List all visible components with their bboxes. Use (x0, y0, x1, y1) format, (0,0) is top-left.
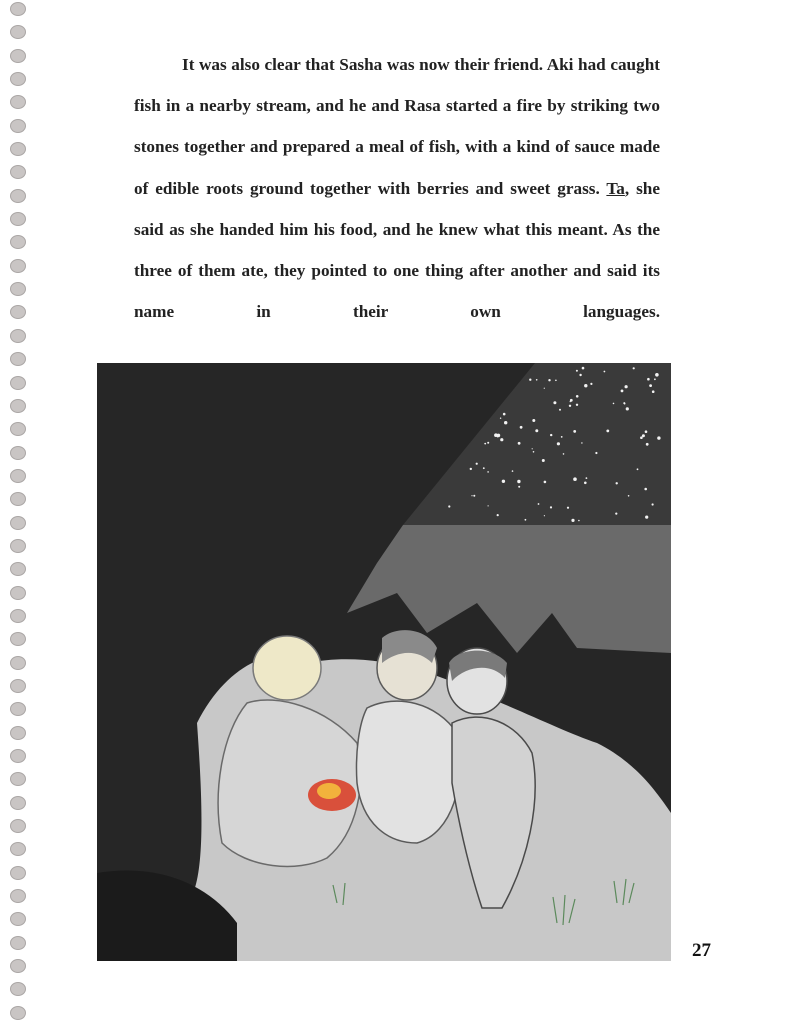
underlined-word: Ta (606, 178, 625, 198)
binding-hole (10, 212, 26, 226)
star (626, 407, 629, 410)
star (584, 384, 587, 387)
star (576, 404, 578, 406)
star (623, 402, 625, 404)
star (500, 438, 503, 441)
star (628, 495, 630, 497)
binding-hole (10, 1006, 26, 1020)
binding-hole (10, 469, 26, 483)
fire-glow (317, 783, 341, 799)
star (576, 370, 578, 372)
star (652, 503, 654, 505)
binding-hole (10, 656, 26, 670)
star (487, 442, 489, 444)
story-text (134, 44, 660, 332)
spiral-binding (4, 2, 34, 1020)
campfire-drawing (97, 363, 671, 961)
star (484, 443, 486, 445)
binding-hole (10, 912, 26, 926)
star (544, 515, 545, 516)
star (582, 367, 585, 370)
binding-hole (10, 796, 26, 810)
binding-hole (10, 446, 26, 460)
star (504, 421, 507, 424)
star (569, 405, 571, 407)
star (548, 379, 550, 381)
star (613, 403, 615, 405)
binding-hole (10, 189, 26, 203)
binding-hole (10, 679, 26, 693)
star (518, 442, 521, 445)
star (567, 507, 569, 509)
star (578, 520, 580, 522)
binding-hole (10, 842, 26, 856)
star (646, 443, 649, 446)
star (573, 477, 577, 481)
star (581, 442, 582, 443)
binding-hole (10, 352, 26, 366)
binding-hole (10, 399, 26, 413)
star (642, 434, 645, 437)
star (579, 374, 581, 376)
star (584, 482, 587, 485)
star (483, 467, 485, 469)
star (557, 442, 560, 445)
star (494, 433, 498, 437)
star (615, 513, 617, 515)
star (512, 470, 514, 472)
binding-hole (10, 329, 26, 343)
story-paragraph (134, 44, 660, 332)
star (645, 430, 648, 433)
star (517, 480, 520, 483)
star (645, 516, 648, 519)
star (561, 436, 563, 438)
binding-hole (10, 516, 26, 530)
star (532, 448, 533, 449)
story-text-end: , she said as she handed him his food, and he knew what this meant. As the three of them ate, they pointed to one thing after another and said its name in their own languages. (134, 178, 660, 322)
star (535, 429, 538, 432)
star (529, 379, 531, 381)
star (644, 488, 647, 491)
binding-hole (10, 492, 26, 506)
star (542, 459, 545, 462)
binding-hole (10, 305, 26, 319)
star (595, 452, 597, 454)
star (448, 505, 450, 507)
binding-hole (10, 772, 26, 786)
binding-hole (10, 702, 26, 716)
binding-hole (10, 936, 26, 950)
star (647, 378, 650, 381)
star (606, 430, 609, 433)
star (633, 367, 635, 369)
binding-hole (10, 235, 26, 249)
binding-hole (10, 562, 26, 576)
star (488, 505, 489, 506)
star (538, 503, 540, 505)
star (503, 413, 506, 416)
star (625, 385, 628, 388)
binding-hole (10, 25, 26, 39)
binding-hole (10, 539, 26, 553)
star (586, 477, 588, 479)
left-child-head (253, 636, 321, 700)
binding-hole (10, 376, 26, 390)
star (621, 390, 624, 393)
star (500, 418, 501, 419)
star (518, 486, 520, 488)
star (573, 430, 576, 433)
binding-hole (10, 866, 26, 880)
binding-hole (10, 142, 26, 156)
star (470, 468, 472, 470)
star (553, 401, 556, 404)
star (649, 384, 652, 387)
star (536, 379, 538, 381)
star (487, 471, 489, 473)
star (590, 383, 592, 385)
binding-hole (10, 119, 26, 133)
star (652, 390, 655, 393)
star (520, 426, 523, 429)
page-number: 27 (692, 940, 711, 961)
star (473, 495, 475, 497)
star (544, 481, 547, 484)
star (544, 388, 545, 389)
star (655, 373, 659, 377)
campfire-illustration (97, 363, 671, 961)
binding-hole (10, 259, 26, 273)
star (657, 436, 660, 439)
star (559, 409, 561, 411)
binding-hole (10, 889, 26, 903)
star (533, 451, 535, 453)
binding-hole (10, 959, 26, 973)
binding-hole (10, 422, 26, 436)
star (637, 468, 639, 470)
binding-hole (10, 982, 26, 996)
binding-hole (10, 749, 26, 763)
star (532, 419, 535, 422)
binding-hole (10, 95, 26, 109)
star (563, 453, 565, 455)
star (654, 378, 656, 380)
binding-hole (10, 726, 26, 740)
star (476, 463, 478, 465)
binding-hole (10, 72, 26, 86)
star (616, 482, 618, 484)
binding-hole (10, 632, 26, 646)
star (576, 395, 579, 398)
star (502, 480, 505, 483)
binding-hole (10, 282, 26, 296)
star (570, 401, 571, 402)
star (471, 495, 472, 496)
binding-hole (10, 819, 26, 833)
binding-hole (10, 165, 26, 179)
middle-child-body (356, 701, 460, 843)
star (604, 371, 606, 373)
star (571, 519, 574, 522)
binding-hole (10, 586, 26, 600)
star (550, 434, 552, 436)
story-text-start: It was also clear that Sasha was now their friend. Aki had caught fish in a nearby stream, and he and Rasa started a fire by striking two stones together and prepared a meal of fish, with a kind of sauce made of edible roots ground together with berries and sweet grass. (134, 55, 660, 198)
star (550, 506, 552, 508)
binding-hole (10, 609, 26, 623)
binding-hole (10, 49, 26, 63)
star (525, 519, 527, 521)
star (555, 380, 557, 382)
binding-hole (10, 2, 26, 16)
star (497, 514, 499, 516)
